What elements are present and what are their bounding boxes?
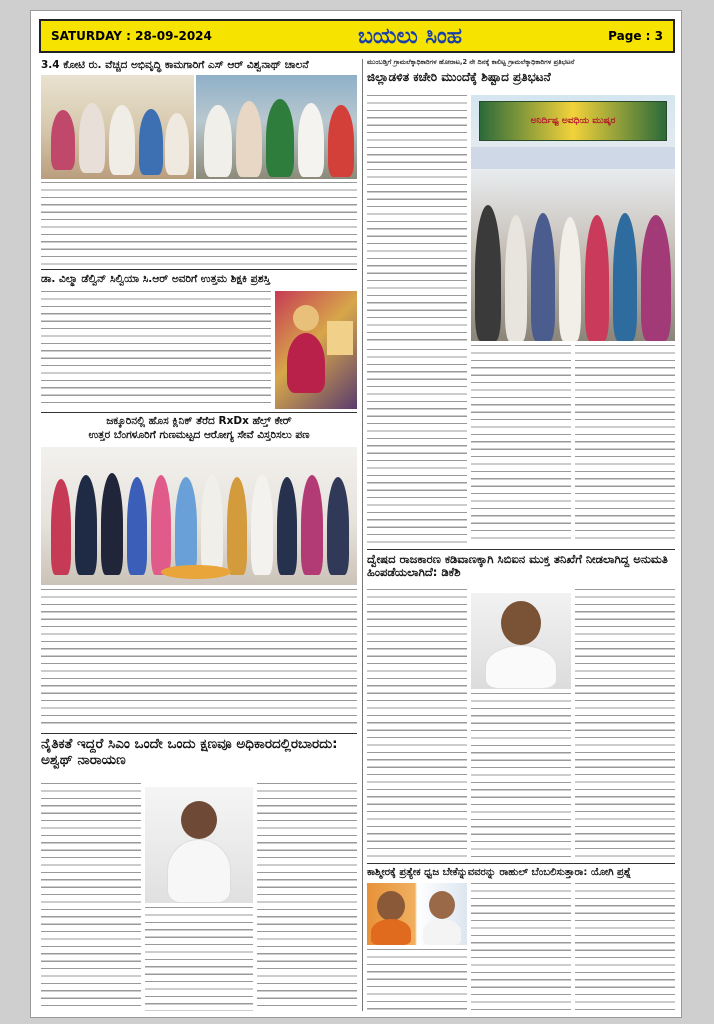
article7-headline: ಕಾಶ್ಮೀರಕ್ಕೆ ಪ್ರತ್ಯೇಕ ಧ್ವಜ ಬೇಕೆನ್ನುವವರನ್ನು ರಾಹುಲ್ ಬೆಂಬಲಿಸುತ್ತಾರಾ: ಯೋಗಿ ಪ್ರಶ್ನೆ (367, 867, 632, 878)
article7-body-col3 (575, 883, 675, 1011)
article3-photo (41, 447, 357, 585)
masthead (39, 19, 675, 53)
newspaper-page (30, 10, 682, 1018)
article1-body (41, 182, 357, 266)
protest-banner-text: ಅನಿರ್ದಿಷ್ಟ ಅವಧಿಯ ಮುಷ್ಕರ (530, 116, 616, 126)
article6-headline: ದ್ವೇಷದ ರಾಜಕಾರಣ ಕಡಿವಾಣಕ್ಕಾಗಿ ಸಿಬಿಐನ ಮುಕ್ತ ತನಿಖೆಗೆ ನೀಡಲಾಗಿದ್ದ ಅನುಮತಿ ಹಿಂಪಡೆಯಲಾಗಿದೆ: ಡಿಕೆಶಿ (367, 552, 668, 580)
article5-photo (471, 95, 675, 341)
article5-kicker: ಮುಂಬಡ್ತಿಗೆ ಗ್ರಾಮಲೆಕ್ಕಾಧಿಕಾರಿಗಳ ಹೋರಾಟ,2 ನೇ ದಿನಕ್ಕೆ ಕಾಲಿಟ್ಟ ಗ್ರಾಮಲೆಕ್ಕಾಧಿಕಾರಿಗಳ ಪ್ರತಿಭಟನೆ (367, 58, 575, 66)
article5-body-col1b (367, 349, 467, 545)
article4-body-col2 (145, 907, 253, 1011)
article5-body-col1 (367, 95, 467, 345)
article5-headline: ಜಿಲ್ಲಾಡಳಿತ ಕಚೇರಿ ಮುಂದೆಕ್ಕೆ ಶಿಷ್ಟಾದ ಪ್ರತಿಭಟನೆ (367, 70, 551, 84)
article1-photo-left (41, 75, 194, 179)
article3-headline-1: ಜಕ್ಕೂರಿನಲ್ಲಿ ಹೊಸ ಕ್ಲಿನಿಕ್ ತೆರೆದ RxDx ಹೆಲ್ತ್ ಕೇರ್ (106, 415, 292, 427)
page-number: Page : 3 (608, 29, 663, 43)
article6-body-col2 (471, 693, 571, 859)
article7-body-col2 (471, 883, 571, 1011)
article4-body-col1 (41, 783, 141, 1011)
newspaper-title: ಬಯಲು ಸಿಂಹ (358, 23, 463, 49)
article4-headline: ನೈತಿಕತೆ ಇದ್ದರೆ ಸಿಎಂ ಒಂದೇ ಒಂದು ಕ್ಷಣವೂ ಅಧಿಕಾರದಲ್ಲಿರಬಾರದು: ಅಶ್ವಥ್ ನಾರಾಯಣ (41, 736, 338, 768)
article2-headline: ಡಾ. ವಿಲ್ಮಾ ಡೆಲ್ವಿನ್ ಸಿಲ್ವಿಯಾ ಸಿ.ಆರ್ ಅವರಿಗೆ ಉತ್ತಮ ಶಿಕ್ಷಕಿ ಪ್ರಶಸ್ತಿ (41, 273, 271, 285)
article6-photo (471, 593, 571, 689)
article3-body (41, 589, 357, 729)
article2-photo (275, 291, 357, 409)
article5-body-col3 (575, 345, 675, 545)
article1-headline: 3.4 ಕೋಟಿ ರು. ವೆಚ್ಚದ ಅಭಿವೃದ್ಧಿ ಕಾಮಗಾರಿಗೆ ಎಸ್ ಆರ್ ವಿಶ್ವನಾಥ್ ಚಾಲನೆ (41, 59, 309, 71)
article5-body-col2 (471, 345, 571, 545)
article7-photo (367, 883, 467, 945)
article1-photo-right (196, 75, 357, 179)
article4-photo (145, 787, 253, 903)
article2-body (41, 291, 271, 409)
article3-headline-2: ಉತ್ತರ ಬೆಂಗಳೂರಿಗೆ ಗುಣಮಟ್ಟದ ಆರೋಗ್ಯ ಸೇವೆ ವಿಸ್ತರಿಸಲು ಪಣ (88, 429, 310, 441)
article4-body-col3 (257, 783, 357, 1011)
article6-body-col3 (575, 589, 675, 859)
article7-body-col1 (367, 949, 467, 1011)
issue-date: SATURDAY : 28-09-2024 (51, 29, 212, 43)
article6-body-col1 (367, 589, 467, 859)
